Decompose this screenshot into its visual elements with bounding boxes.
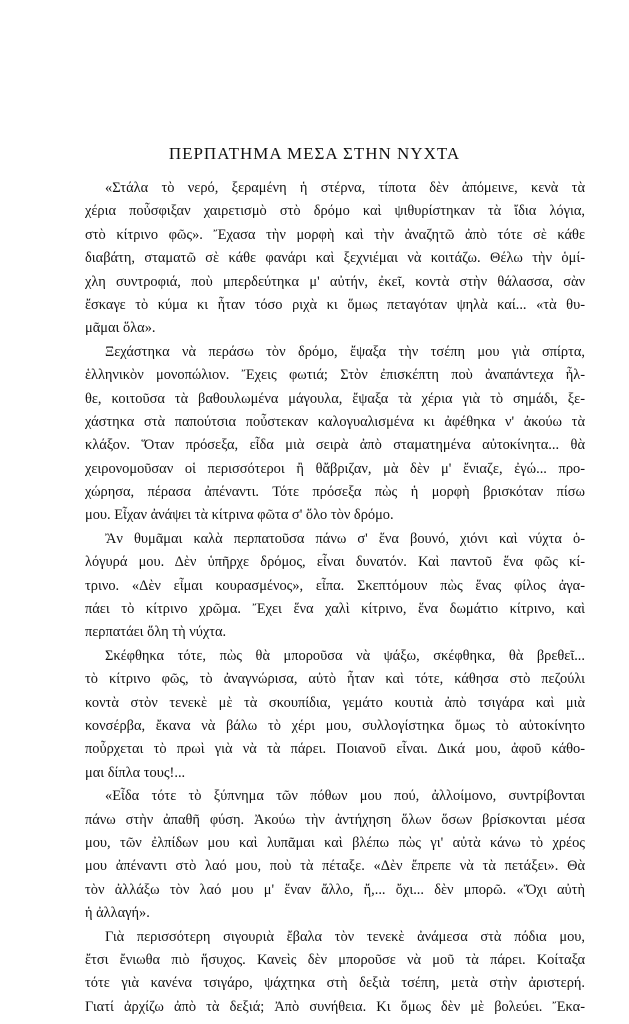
text-line: κονσέρβα, ἔκανα νὰ βάλω τὸ χέρι μου, συλλογίστηκα ὅμως τὸ αὐτοκίνητο (85, 717, 585, 734)
text-line: χάστηκα στὰ παπούτσια ποὖστεκαν καλογυαλισμένα κι ἀφέθηκα ν' ἀκούω τὰ (85, 413, 585, 430)
text-line: πάνω στὴν ἀπαθῆ φύση. Ἀκούω τὴν ἀντήχηση ὅλων ὅσων βρίσκονται μέσα (85, 811, 585, 828)
paragraph-1 (85, 177, 585, 341)
text-line: μου, τῶν ἐλπίδων μου καὶ λυπᾶμαι καὶ βλέπω πὼς γι' αὐτὰ κάνω τὸ χρέος (85, 834, 585, 851)
text-line: χειρονομοῦσαν οἱ περισσότεροι ἢ θἄβριζαν, μὰ δὲν μ' ἔνιαζε, ἐγώ... προ- (85, 460, 585, 477)
paragraph-2 (85, 341, 585, 528)
text-line: ποὖρχεται τὸ πρωὶ γιὰ νὰ τὰ πάρει. Ποιανοῦ εἶναι. Δικά μου, ἀφοῦ κάθο- (85, 741, 585, 758)
text-line: Σκέφθηκα τότε, πὼς θὰ μποροῦσα νὰ ψάξω, σκέφθηκα, θὰ βρεθεῖ... (105, 647, 585, 664)
text-line: μαι δίπλα τους!... (85, 764, 186, 781)
body-text (85, 177, 585, 1019)
text-line: ἑλληνικὸν μονοπώλιον. Ἔχεις φωτιά; Στὸν ἐπισκέπτη ποὺ ἀναπάντεχα ἦλ- (85, 367, 585, 384)
text-line: «Στάλα τὸ νερό, ξεραμένη ἡ στέρνα, τίποτα δὲν ἀπόμεινε, κενὰ τὰ (105, 180, 585, 196)
chapter-title: ΠΕΡΠΑΤΗΜΑ ΜΕΣΑ ΣΤΗΝ ΝΥΧΤΑ (168, 144, 461, 163)
text-line: ἡ ἀλλαγή». (85, 905, 150, 922)
text-line: χώρησα, πέρασα ἀπέναντι. Τότε πρόσεξα πὼς ἡ μορφὴ βρισκόταν πίσω (85, 484, 585, 501)
paragraph-3 (85, 528, 585, 645)
text-line: τρινο. «Δὲν εἶμαι κουρασμένος», εἶπα. Σκεπτόμουν πὼς ἕνας φίλος ἀγα- (85, 577, 585, 594)
paragraph-4 (85, 645, 585, 785)
text-line: Γιὰ περισσότερη σιγουριὰ ἔβαλα τὸν τενεκὲ ἀνάμεσα στὰ πόδια μου, (105, 928, 585, 945)
text-line: τὸν ἀλλάξω τὸν λαό μου μ' ἕναν ἄλλο, ἤ,... ὄχι... δὲν μπορῶ. «Ὄχι αὐτὴ (85, 881, 585, 898)
paragraph-5 (85, 785, 585, 925)
text-line: στὸ κίτρινο φῶς». Ἔχασα τὴν μορφὴ καὶ τὴν ἀναζητῶ ἀπὸ τότε σὲ κάθε (85, 226, 585, 243)
text-line: κλάξον. Ὅταν πρόσεξα, εἶδα μιὰ σειρὰ ἀπὸ σταματημένα αὐτοκίνητα... θὰ (85, 437, 585, 454)
text-line: μου ἀπέναντι στὸ λαό μου, ποὺ τὰ πέταξε. «Δὲν ἔπρεπε νὰ τὰ πετάξει». Θὰ (85, 858, 585, 875)
text-line: μου. Εἶχαν ἀνάψει τὰ κίτρινα φῶτα σ' ὅλο τὸν δρόμο. (85, 507, 394, 524)
text-line: περπατάει ὅλη τὴ νύχτα. (85, 624, 227, 641)
text-line: κοντὰ στὸν τενεκὲ μὲ τὰ σκουπίδια, γεμάτο κουτιὰ ἀπὸ τσιγάρα καὶ μιὰ (85, 694, 585, 711)
paragraph-6 (85, 926, 585, 1020)
text-line: Ἂν θυμᾶμαι καλὰ περπατοῦσα πάνω σ' ἕνα βουνό, χιόνι καὶ νύχτα ὁ- (105, 530, 585, 547)
text-line: χέρια ποὖσφιξαν χαιρετισμὸ στὸ δρόμο καὶ ψιθυρίστηκαν τὰ ἴδια λόγια, (85, 203, 585, 220)
text-line: τότε γιὰ κανένα τσιγάρο, ψάχτηκα στὴ δεξιὰ τσέπη, μετὰ στὴν ἀριστερή. (85, 975, 585, 992)
text-line: «Εἶδα τότε τὸ ξύπνημα τῶν πόθων μου πού, ἀλλοίμονο, συντρίβονται (105, 788, 585, 805)
text-line: ἔτσι ἔνιωθα πιὸ ἥσυχος. Κανεὶς δὲν μποροῦσε νὰ μοῦ τὰ πάρει. Κοίταξα (85, 951, 585, 968)
text-line: λόγυρά μου. Δὲν ὑπῆρχε δρόμος, εἶναι δυνατόν. Καὶ παντοῦ ἕνα φῶς κί- (85, 554, 585, 571)
text-line: Ξεχάστηκα νὰ περάσω τὸν δρόμο, ἔψαξα τὴν τσέπη μου γιὰ σπίρτα, (105, 343, 585, 360)
text-line: θε, κοιτοῦσα τὰ βαθουλωμένα μάγουλα, ἔψαξα τὰ χέρια γιὰ τὸ σημάδι, ξε- (85, 390, 585, 407)
text-line: τὸ κίτρινο φῶς, τὸ ἀναγνώρισα, αὐτὸ ἦταν καὶ τότε, κάθησα στὸ πεζούλι (85, 671, 585, 688)
text-line: πάει τὸ κίτρινο χρῶμα. Ἔχει ἕνα χαλὶ κίτρινο, ἕνα δωμάτιο κίτρινο, καὶ (85, 601, 585, 618)
text-line: Γιατί ἀρχίζω ἀπὸ τὰ δεξιά; Ἀπὸ συνήθεια. Κι ὅμως δὲν μὲ βολεύει. Ἔκα- (85, 998, 585, 1015)
text-line: χλη συντροφιά, ποὺ μπερδεύτηκα μ' αὐτήν, ἐκεῖ, κοντὰ στὴν θάλασσα, σὰν (85, 273, 585, 290)
text-line: ἔσκαγε τὸ κύμα κι ἦταν τόσο ριχὰ κι ὅμως πεταγόταν ψηλὰ καί... «τὰ θυ- (85, 296, 585, 313)
text-line: μᾶμαι ὅλα». (85, 320, 156, 337)
text-line: διαβάτη, σταματῶ σὲ κάθε φανάρι καὶ ξεχνιέμαι νὰ κοιτάζω. Θέλω τὴν ὁμί- (85, 250, 585, 267)
